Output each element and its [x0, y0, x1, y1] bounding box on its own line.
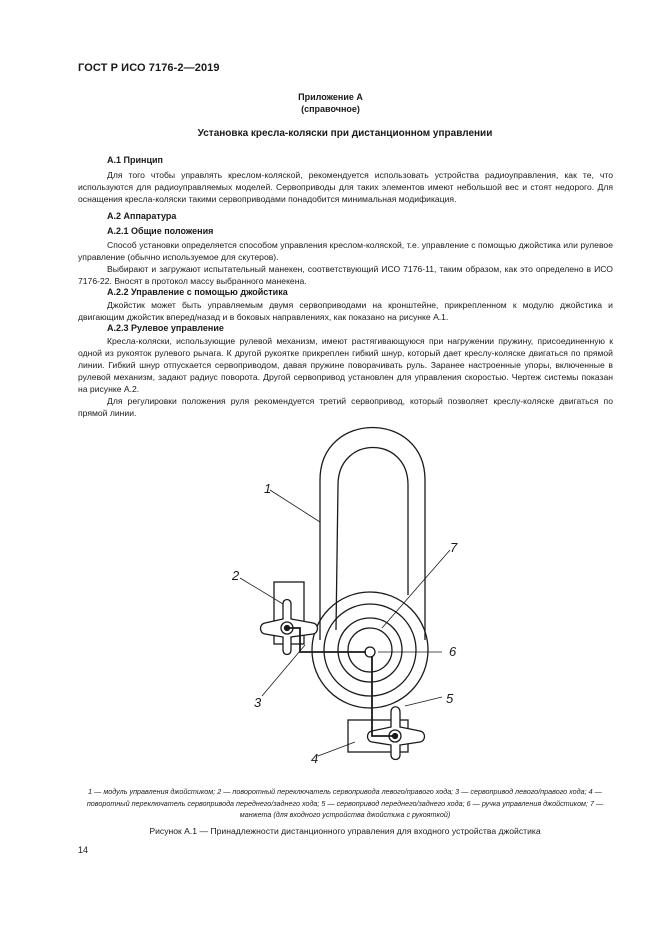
joystick-knob — [365, 647, 375, 657]
section-a2-title: А.2 Аппаратура — [107, 211, 177, 221]
leader-5 — [405, 697, 442, 706]
joystick-module-inner — [336, 448, 408, 631]
section-a1-title: А.1 Принцип — [107, 155, 163, 165]
section-a23-title: А.2.3 Рулевое управление — [107, 323, 224, 333]
annex-note: (справочное) — [301, 104, 360, 114]
page-number: 14 — [78, 845, 89, 855]
figure-legend: 1 — модуль управления джойстиком; 2 — поворотный переключатель сервопривода левого/правого хода; 3 — сервопривод левого/правого хода; 4 — поворотный переключатель сервопривода переднего/заднего хода; 5 — сервопривод переднего/заднего хода; 6 — ручка управления джойстиком; 7 — манжета (для входного устройства джойстика с рукояткой) — [86, 787, 604, 819]
annex-heading: Установка кресла-коляски при дистанционном управлении — [197, 128, 493, 139]
figure-label-2: 2 — [232, 568, 240, 583]
annex-title: Приложение А — [298, 92, 363, 102]
figure-label-1: 1 — [264, 481, 272, 496]
joystick-remote-control-figure — [200, 425, 500, 770]
leader-1 — [270, 490, 320, 522]
paragraph-a23-2: Для регулировки положения руля рекомендуется третий сервопривод, который позволяет креслу-коляске двигаться по прямой линии. — [78, 396, 613, 419]
standard-header: ГОСТ Р ИСО 7176-2—2019 — [78, 62, 220, 74]
paragraph-a22: Джойстик может быть управляемым двумя сервоприводами на кронштейне, прикрепленном к модулю джойстика и двигающим джойстик вперед/назад и в боковых направлениях, как показано на рисунке А.1. — [78, 300, 613, 323]
section-a22-title: А.2.2 Управление с помощью джойстика — [107, 287, 288, 297]
figure-label-5: 5 — [446, 691, 454, 706]
section-a21-title: А.2.1 Общие положения — [107, 226, 214, 236]
collar-mid — [348, 628, 392, 672]
paragraph-a1: Для того чтобы управлять креслом-коляской, рекомендуется использовать устройства радиоуправления, как те, что используются для радиоуправляемых моделей. Сервоприводы для таких элементов имеют небольшой вес и стоят недорого. Для оснащения кресла-коляски такими сервоприводами понадобится минимальная модификация. — [78, 170, 613, 205]
joystick-body-ring-outer — [312, 592, 428, 708]
figure-label-7: 7 — [450, 540, 458, 555]
figure-label-3: 3 — [254, 695, 262, 710]
paragraph-a21-1: Способ установки определяется способом управления креслом-коляской, т.е. управление с помощью джойстика или рулевое управление (обычно используемое для скутеров). — [78, 240, 613, 263]
paragraph-a23-1: Кресла-коляски, использующие рулевой механизм, имеют растягивающуюся при нагружении пружину, присоединенную к одной из рукояток рулевого рычага. К другой рукоятке прикреплен гибкий шнур, который дает креслу-коляске двигаться по прямой линии. Гибкий шнур отпускается сервоприводом, давая пружине поворачивать руль. Заранее настроенные упоры, включенные в рулевой механизм, задают радиус поворота. Другой сервопривод установлен для управления скоростью. Чертеж системы показан на рисунке А.2. — [78, 336, 613, 395]
figure-label-6: 6 — [449, 644, 457, 659]
figure-label-4: 4 — [311, 751, 319, 766]
figure-caption: Рисунок А.1 — Принадлежности дистанционного управления для входного устройства джойстика — [149, 826, 541, 836]
leader-7 — [382, 550, 450, 628]
paragraph-a21-2: Выбирают и загружают испытательный манекен, соответствующий ИСО 7176-11, таким образом, как это определено в ИСО 7176-22. Вносят в протокол массу выбранного манекена. — [78, 264, 613, 287]
